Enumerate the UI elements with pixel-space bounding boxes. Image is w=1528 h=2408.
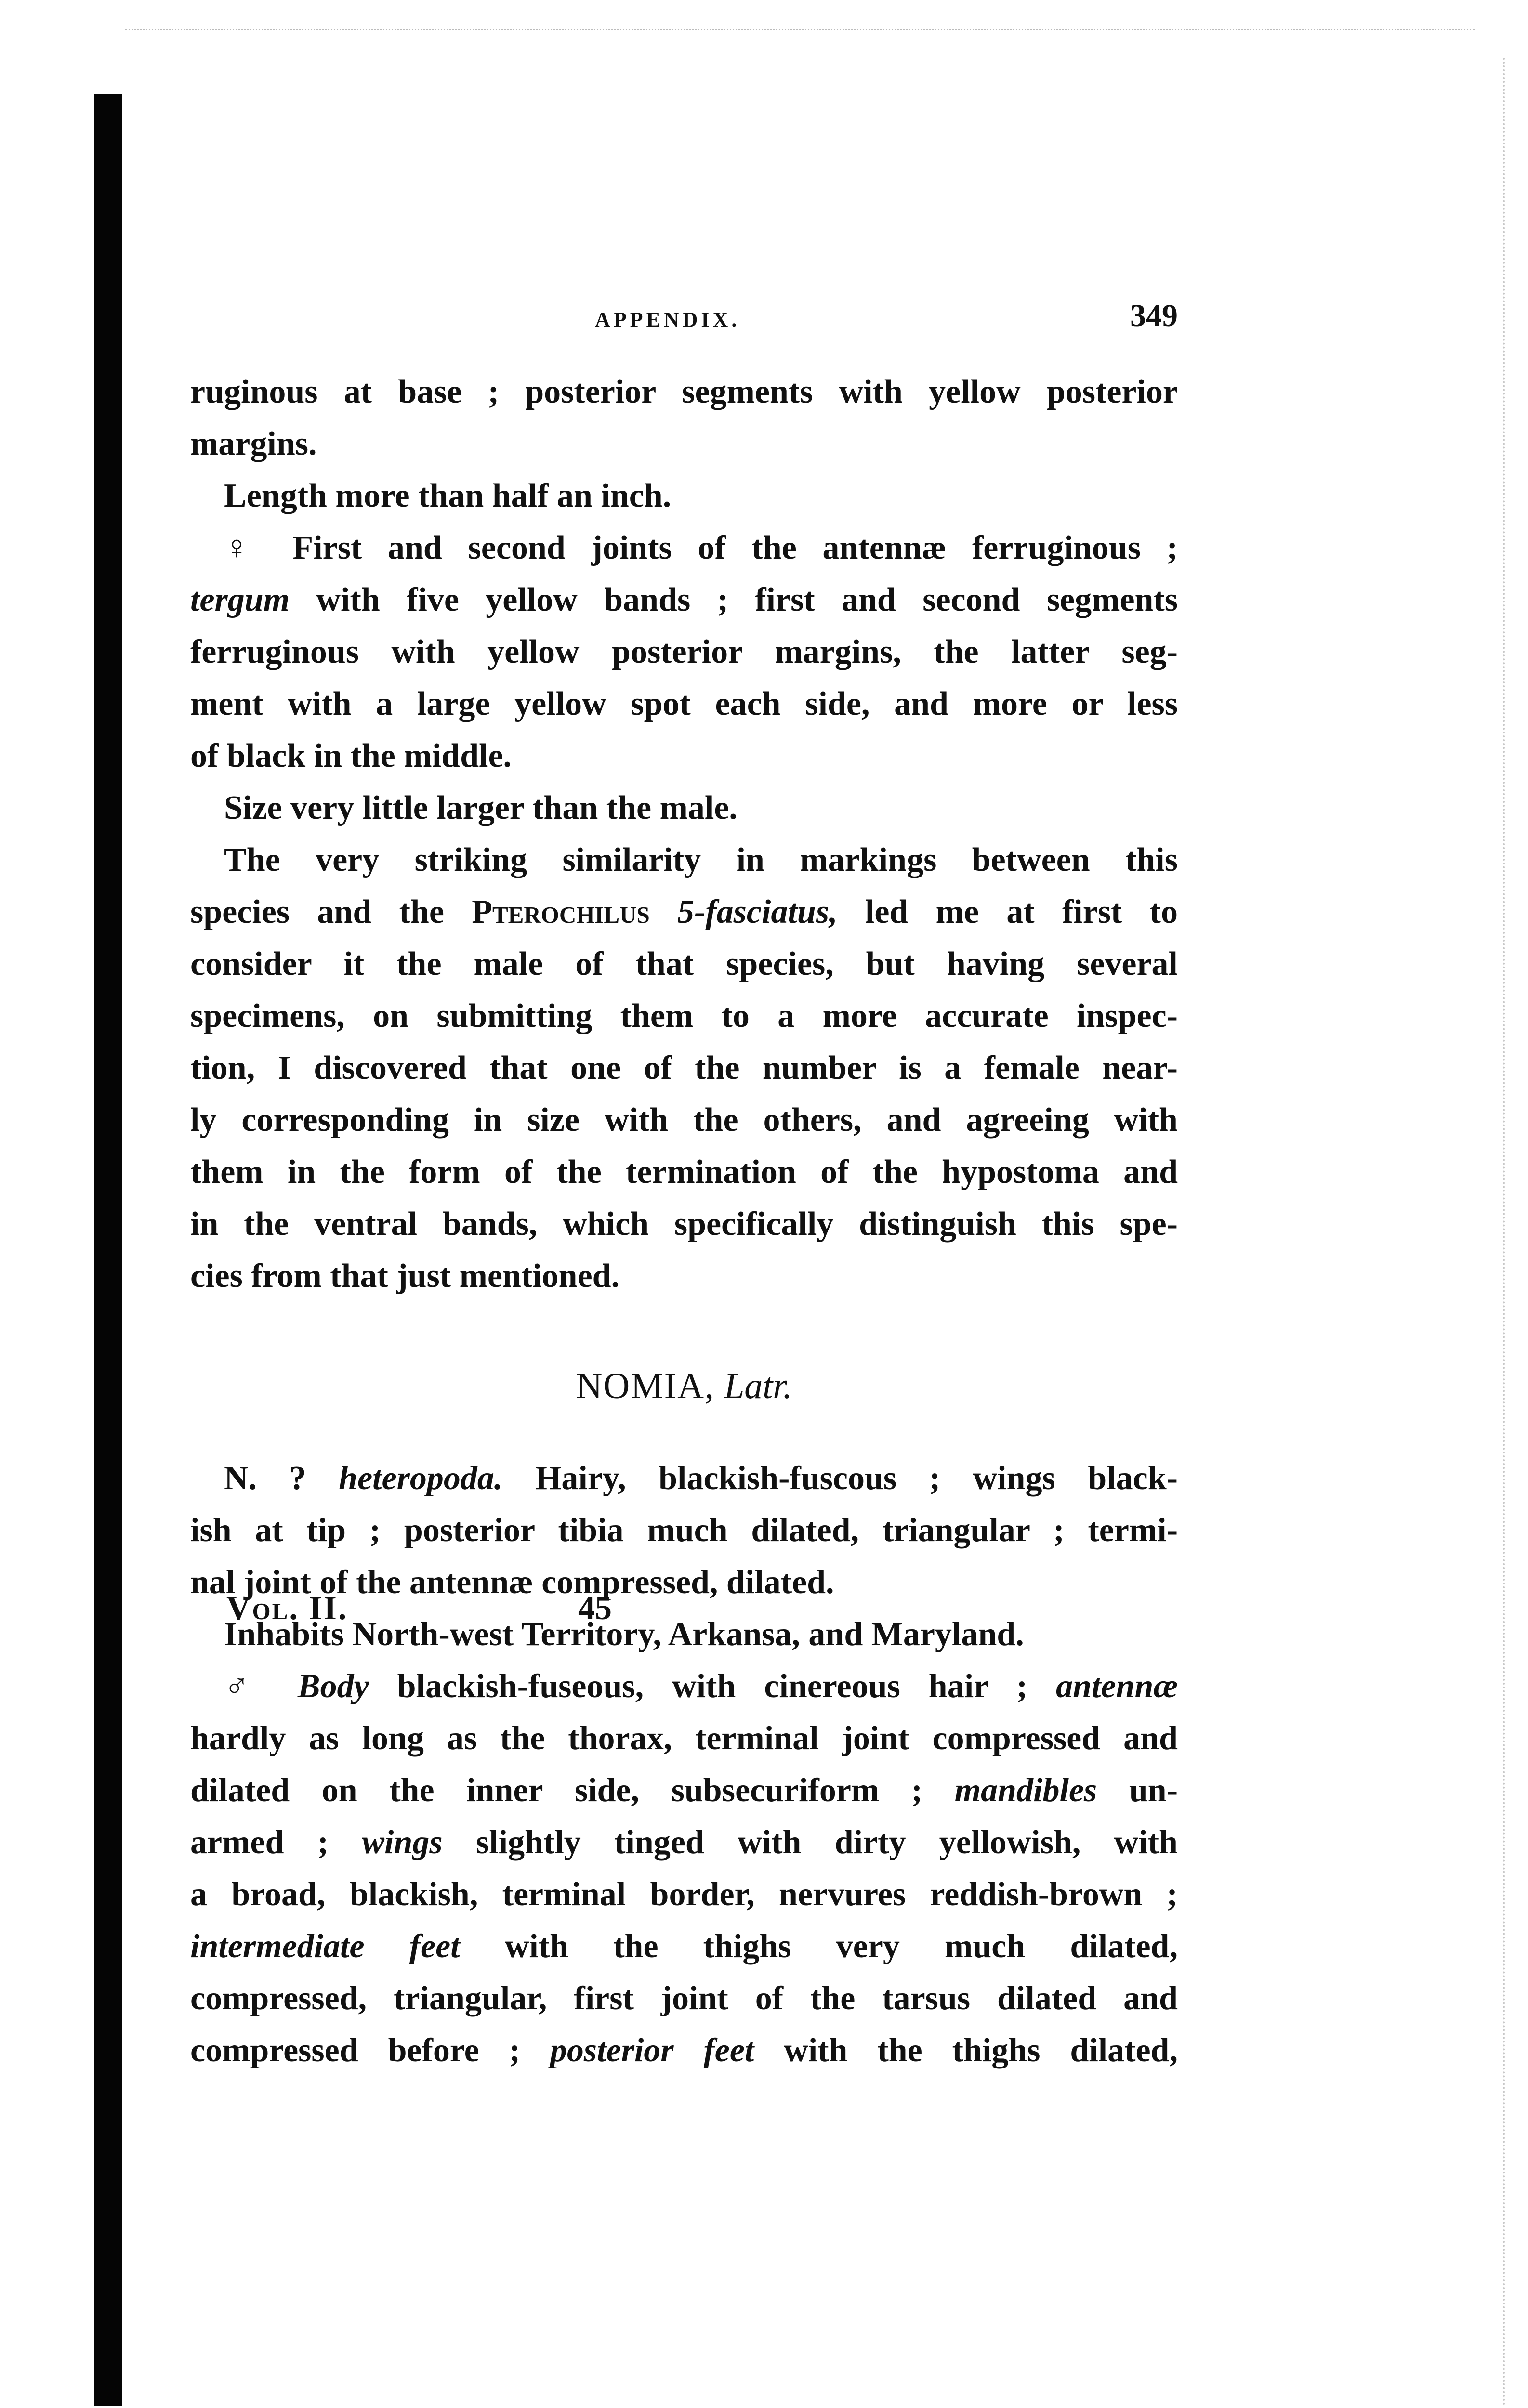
text-line: Inhabits North-west Territory, Arkansa, and Maryland. [224,1616,1024,1653]
term-wings: wings [362,1824,443,1861]
page-number: 349 [1130,298,1178,333]
text-line: ♀ First and second joints of the antennæ ferruginous ; [224,529,1178,566]
paragraph-male-description [190,1661,1178,2077]
term-posterior-feet: posterior feet [550,2032,754,2069]
paragraph-heteropoda-diagnosis [190,1453,1178,1609]
text-line: consider it the male of that species, but having several [190,945,1178,982]
text-line: nal joint of the antennæ compressed, dilated. [190,1564,834,1601]
page-header [190,298,1178,351]
page-edge-top [125,29,1475,35]
text-line: tergum with five yellow bands ; first and second segments [190,581,1178,618]
term-intermediate-feet: intermediate feet [190,1928,460,1965]
page-edge-right [1500,58,1505,2408]
text-line: armed ; wings slightly tinged with dirty yellowish, with [190,1824,1178,1861]
text-line: dilated on the inner side, subsecuriform ; mandibles un- [190,1772,1178,1809]
binding-spine-shadow [94,94,122,2406]
text-line: in the ventral bands, which specifically distinguish this spe- [190,1205,1178,1243]
text-line: Length more than half an inch. [224,477,672,514]
sheet-number: 45 [578,1590,612,1627]
male-symbol: ♂ [224,1668,269,1705]
text-line: compressed, triangular, first joint of the tarsus dilated and [190,1980,1178,2017]
text-line: ment with a large yellow spot each side, and more or less [190,685,1178,722]
term-antennae: antennæ [1056,1668,1178,1705]
text-line: cies from that just mentioned. [190,1257,620,1295]
text-line: specimens, on submitting them to a more accurate inspec- [190,997,1178,1034]
text-line: The very striking similarity in markings between this [224,841,1178,878]
text-line: ruginous at base ; posterior segments with yellow posterior [190,373,1178,410]
text-line: tion, I discovered that one of the number is a female near- [190,1049,1178,1086]
running-head: APPENDIX. [595,308,740,331]
text-line: margins. [190,425,317,462]
text-line: N. ? heteropoda. Hairy, blackish-fuscous ; wings black- [224,1460,1178,1497]
text-line: ferruginous with yellow posterior margins, the latter seg- [190,633,1178,670]
text-line: Size very little larger than the male. [224,789,738,826]
paragraph-female-description [190,522,1178,782]
species-fasciatus: 5-fasciatus, [677,893,838,930]
page-body [190,366,1178,2077]
text-line: a broad, blackish, terminal border, nervures reddish-brown ; [190,1876,1178,1913]
species-heteropoda: heteropoda. [339,1460,503,1497]
section-genus: NOMIA, [576,1366,715,1406]
term-tergum: tergum [190,581,290,618]
page-footer [226,1589,708,1642]
volume-signature: Vol. II. [226,1590,348,1627]
genus-pterochilus: Pterochilus [472,893,650,930]
paragraph-length [190,470,1178,522]
text-line: species and the Pterochilus 5-fasciatus, led me at first to [190,893,1178,930]
paragraph-size [190,782,1178,834]
text-line: compressed before ; posterior feet with the thighs dilated, [190,2032,1178,2069]
term-body: Body [297,1668,369,1705]
text-line: ♂ Body blackish-fuseous, with cinereous hair ; antennæ [224,1668,1178,1705]
text-line: of black in the middle. [190,737,512,774]
section-author: Latr. [724,1366,792,1406]
paragraph-similarity [190,834,1178,1302]
paragraph-continuation [190,366,1178,470]
section-heading-nomia [190,1360,1178,1412]
text-line: intermediate feet with the thighs very much dilated, [190,1928,1178,1965]
text-line: ish at tip ; posterior tibia much dilated, triangular ; termi- [190,1512,1178,1549]
female-symbol: ♀ [224,529,267,566]
text-line: hardly as long as the thorax, terminal joint compressed and [190,1720,1178,1757]
text-line: ly corresponding in size with the others, and agreeing with [190,1101,1178,1139]
term-mandibles: mandibles [954,1772,1097,1809]
text-line: them in the form of the termination of the hypostoma and [190,1153,1178,1191]
